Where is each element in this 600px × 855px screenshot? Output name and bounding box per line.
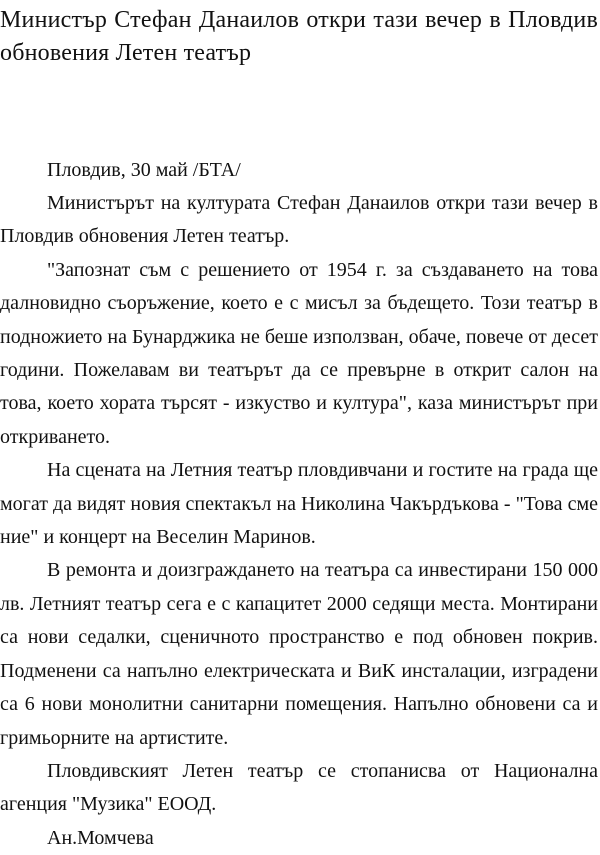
article-paragraph: Пловдивският Летен театър се стопанисва от Национална агенция "Музика" ЕООД. [0,759,598,816]
headline-spacer [0,70,598,154]
article-paragraph: Министърът на културата Стефан Данаилов откри тази вечер в Пловдив обновения Летен театър. [0,192,598,248]
article-dateline: Пловдив, 30 май /БТА/ [47,159,241,181]
article-headline: Министър Стефан Данаилов откри тази вечер в Пловдив обновения Летен театър [0,7,598,66]
article-signature: Ан.Момчева [47,826,154,849]
article-paragraph: "Запознат съм с решението от 1954 г. за създаването на това далновидно съоръжение, което е с мисъл за бъдещето. Този театър в подножието на Бунарджика не беше използван, обаче, повече от десет години. Пожелавам ви театърът да се превърне в открит салон на това, което хората търсят - изкуство и култура", каза министърът при откриването. [0,258,598,448]
article-paragraph: На сцената на Летния театър пловдивчани и гостите на града ще могат да видят новия спектакъл на Николина Чакърдъкова - "Това сме ние" и концерт на Веселин Маринов. [0,459,598,549]
article-paragraph: В ремонта и доизграждането на театъра са инвестирани 150 000 лв. Летният театър сега е с капацитет 2000 седящи места. Монтирани са нови седалки, сценичното пространство е под обновен покрив. Подменени са напълно електрическата и ВиК инсталации, изградени са 6 нови монолитни санитарни помещения. Напълно обновени са и гримьорните на артистите. [0,559,598,749]
